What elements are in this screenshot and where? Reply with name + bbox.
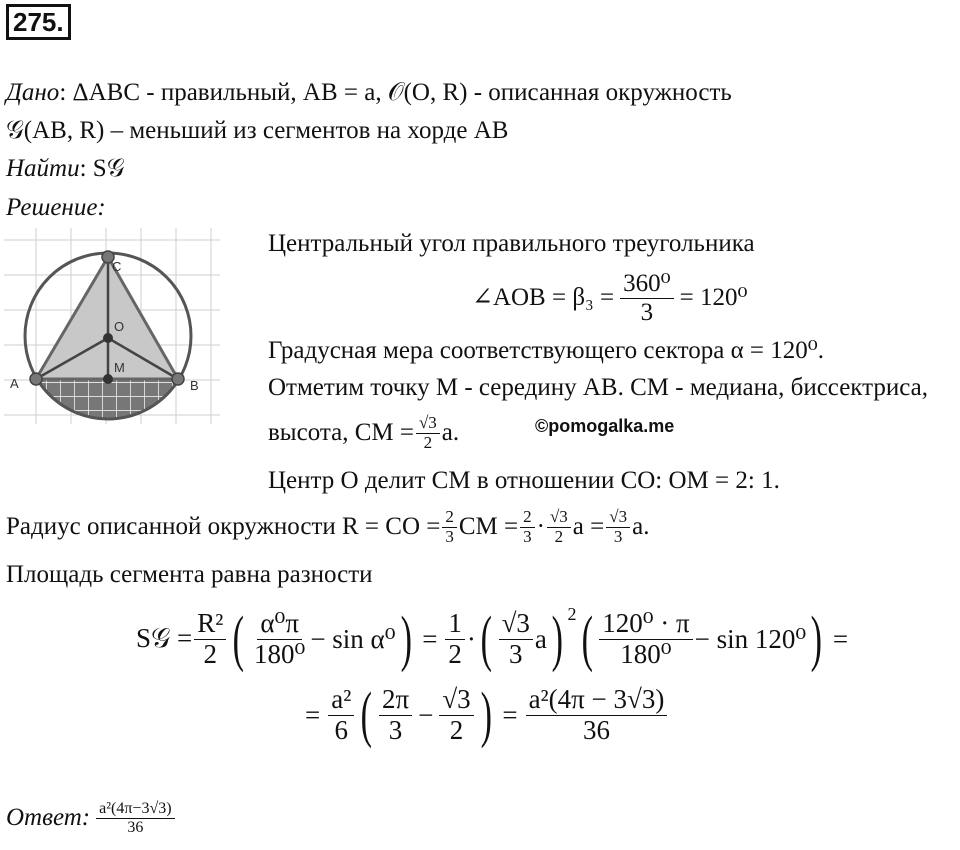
height-fraction [416, 414, 440, 452]
f1-square: 2 [567, 604, 577, 624]
radius-line [6, 508, 649, 546]
f1-paren-open-3: ( [581, 605, 593, 673]
radius-prefix: Радиус описанной окружности R = CO = [6, 513, 441, 541]
answer-num: a²(4π−3√3) [96, 800, 174, 819]
central-angle-line: Центральный угол правильного треугольника [268, 230, 755, 257]
f2-paren-close: ) [480, 681, 492, 749]
f2-frac-2pi: $\frac{2\pi}{3}$ [379, 685, 412, 745]
label-o: O [114, 319, 125, 334]
f1-paren-close: ) [400, 605, 412, 673]
answer-label: Ответ: [6, 804, 91, 832]
height-num: √3 [416, 414, 440, 434]
f2-minus: − [418, 699, 434, 730]
radius-dot: · [536, 513, 545, 541]
f1-paren-close-3: ) [810, 605, 823, 673]
given-line-2: 𝒢(AB, R) – меньший из сегментов на хорде AB [6, 117, 509, 144]
f1-frac-r2: $\frac{\text{R²}}{2}$ [194, 609, 226, 669]
f1-a: a [534, 623, 547, 654]
f1-paren-open: ( [232, 605, 245, 673]
answer-line [6, 800, 177, 836]
centroid-line: Центр O делит CM в отношении CO: OM = 2: 1. [268, 467, 780, 494]
radius-frac-3: $\frac{√3}{2}$ [547, 508, 571, 546]
segment-region [24, 379, 194, 424]
label-m: M [114, 360, 125, 375]
solution-label: Решение: [6, 194, 106, 221]
radius-end: a. [632, 513, 650, 541]
radius-mid-1: CM = [458, 513, 519, 541]
f2-paren-open: ( [360, 681, 373, 749]
f2-frac-result: $\frac{\text{a²(4π − 3√3)}}{36}$ [526, 685, 668, 745]
f1-frac-alpha: $\frac{\text{α⁰π}}{\text{180⁰}}$ [253, 607, 306, 669]
sector-measure-line: Градусная мера соответствующего сектора α = 120⁰. [268, 337, 825, 364]
point-b [172, 373, 184, 385]
given-text-1: : ΔABC - правильный, AB = a, 𝒪(O, R) - описанная окружность [59, 79, 732, 106]
f1-dot: · [466, 623, 476, 654]
f1-frac-120: $\frac{\text{120⁰ · π}}{\text{180⁰}}$ [599, 609, 692, 669]
angle-den: 3 [640, 298, 654, 326]
height-lhs: высота, CM = [268, 419, 414, 447]
radius-frac-4: $\frac{√3}{3}$ [606, 508, 630, 546]
answer-den: 36 [127, 818, 144, 836]
f1-frac-sqrt3: $\frac{√3}{3}$ [499, 609, 533, 669]
angle-formula [472, 270, 748, 326]
radius-mid-2: a = [572, 513, 605, 541]
problem-number: 275. [6, 4, 71, 40]
area-formula-2 [305, 681, 669, 749]
label-c: C [112, 259, 122, 274]
label-b: B [190, 378, 199, 393]
find-line [6, 154, 125, 184]
radius-frac-2: $\frac{2}{3}$ [520, 508, 535, 546]
given-label: Дано [6, 79, 60, 106]
point-m [103, 374, 113, 384]
answer-fraction [96, 800, 174, 836]
given-line-1 [6, 78, 732, 108]
angle-lhs: ∠AOB = β₃ = [472, 284, 615, 311]
f1-paren-open-2: ( [480, 605, 492, 673]
f2-eq: = [305, 699, 321, 730]
angle-rhs: = 120⁰ [679, 284, 748, 311]
find-text: : S𝒢 [79, 155, 125, 182]
geometry-figure [4, 228, 220, 424]
f1-lhs: S𝒢 = [136, 623, 193, 653]
f2-frac-a2-6: $\frac{\text{a²}}{6}$ [328, 685, 354, 745]
f1-sin-alpha: − sin α⁰ [310, 623, 396, 654]
area-line: Площадь сегмента равна разности [6, 561, 373, 588]
find-label: Найти [6, 155, 80, 182]
area-formula-1 [136, 604, 849, 673]
f2-eq-2: = [502, 699, 518, 730]
height-den: 2 [423, 432, 433, 452]
watermark: ©pomogalka.me [535, 416, 675, 436]
midpoint-line: Отметим точку M - середину AB. CM - медиана, биссектриса, [268, 374, 928, 401]
f2-frac-sqrt3: $\frac{√3}{2}$ [439, 685, 473, 745]
f1-paren-close-2: ) [551, 605, 563, 673]
point-a [30, 373, 42, 385]
f1-end: = [832, 623, 849, 654]
f1-frac-half: $\frac{1}{2}$ [445, 609, 465, 669]
angle-num: 360⁰ [620, 270, 674, 299]
point-o [103, 333, 113, 343]
height-rhs: a. [441, 419, 460, 447]
radius-frac-1: $\frac{2}{3}$ [442, 508, 457, 546]
label-a: A [10, 376, 19, 391]
f1-eq: = [422, 623, 438, 654]
angle-fraction [620, 270, 674, 326]
height-line [268, 414, 459, 452]
f1-sin-120: − sin 120⁰ [694, 623, 807, 654]
